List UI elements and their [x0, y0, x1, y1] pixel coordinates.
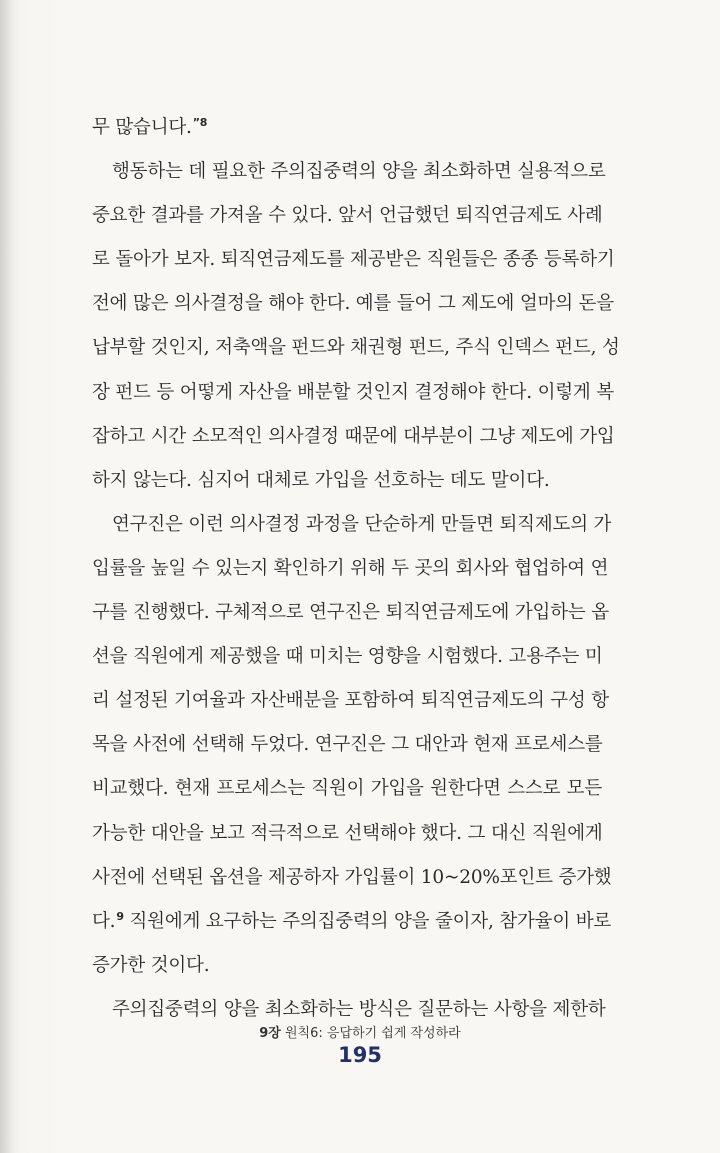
- text-line: 증가한 것이다.: [92, 954, 210, 976]
- text-line: 잡하고 시간 소모적인 의사결정 때문에 대부분이 그냥 제도에 가입: [92, 425, 615, 447]
- text-line: 비교했다. 현재 프로세스는 직원이 가입을 원한다면 스스로 모든: [92, 778, 602, 800]
- text-line: 연구진은 이런 의사결정 과정을 단순하게 만들면 퇴직제도의 가: [112, 513, 612, 535]
- text-line: 리 설정된 기여율과 자산배분을 포함하여 퇴직연금제도의 구성 항: [92, 690, 609, 712]
- text-line: 납부할 것인지, 저축액을 펀드와 채권형 펀드, 주식 인덱스 펀드, 성: [92, 337, 620, 359]
- text-line: 입률을 높일 수 있는지 확인하기 위해 두 곳의 회사와 협업하여 연: [92, 557, 609, 579]
- chapter-number: 9장: [259, 1026, 281, 1041]
- endnote-marker: ”8: [192, 116, 208, 129]
- body-text: [92, 106, 620, 1032]
- text-line: 무 많습니다.$^{”8}$: [92, 116, 208, 138]
- text-line: 로 돌아가 보자. 퇴직연금제도를 제공받은 직원들은 종종 등록하기: [92, 249, 615, 271]
- text-line: 하지 않는다. 심지어 대체로 가입을 선호하는 데도 말이다.: [92, 469, 550, 491]
- text-line: 구를 진행했다. 구체적으로 연구진은 퇴직연금제도에 가입하는 옵: [92, 602, 609, 624]
- page-number: 195: [338, 1043, 382, 1067]
- spine-shadow: [0, 0, 14, 1153]
- text-line: 중요한 결과를 가져올 수 있다. 앞서 언급했던 퇴직연금제도 사례: [92, 205, 603, 227]
- text-line: 가능한 대안을 보고 적극적으로 선택해야 했다. 그 대신 직원에게: [92, 822, 603, 844]
- chapter-title: 원칙6: 응답하기 쉽게 작성하라: [280, 1026, 461, 1041]
- text-line: 다.$^9$ 직원에게 요구하는 주의집중력의 양을 줄이자, 참가율이 바로: [92, 909, 612, 932]
- running-footer: [0, 1022, 720, 1041]
- text-line: 사전에 선택된 옵션을 제공하자 가입률이 10~20%포인트 증가했: [92, 866, 612, 888]
- text-line: 장 펀드 등 어떻게 자산을 배분할 것인지 결정해야 한다. 이렇게 복: [92, 381, 614, 403]
- text-line: 전에 많은 의사결정을 해야 한다. 예를 들어 그 제도에 얼마의 돈을: [92, 293, 614, 315]
- text-line: 주의집중력의 양을 최소화하는 방식은 질문하는 사항을 제한하: [112, 998, 606, 1020]
- text-line: 션을 직원에게 제공했을 때 미치는 영향을 시험했다. 고용주는 미: [92, 646, 603, 668]
- text-line: 목을 사전에 선택해 두었다. 연구진은 그 대안과 현재 프로세스를: [92, 734, 603, 756]
- text-line: 행동하는 데 필요한 주의집중력의 양을 최소화하면 실용적으로: [112, 161, 606, 183]
- endnote-marker: 9: [116, 909, 124, 923]
